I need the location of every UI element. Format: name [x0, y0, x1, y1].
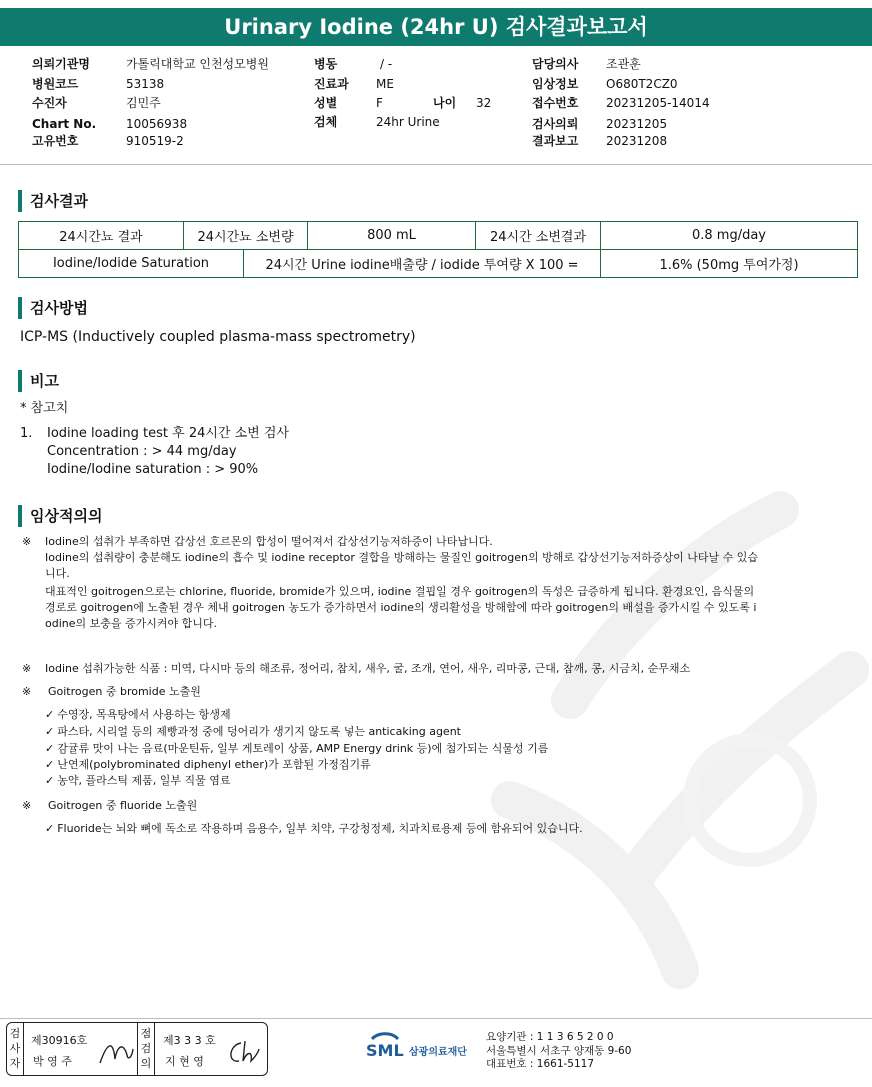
- tester-license-no: 제30916호: [31, 1034, 88, 1047]
- cell-24h-urine-result-label: 24시간뇨 결과: [19, 222, 184, 250]
- value-department: ME: [376, 77, 394, 91]
- list-item: [45, 820, 583, 837]
- cell-24h-result-value: 0.8 mg/day: [601, 222, 858, 250]
- checkmark-icon: ✓: [45, 708, 55, 721]
- checkmark-icon: ✓: [45, 758, 55, 771]
- svg-text:삼광의료재단: 삼광의료재단: [409, 1047, 467, 1058]
- list-item: [45, 756, 371, 773]
- org-registration: 요양기관 : 1 1 3 6 5 2 0 0: [486, 1031, 614, 1043]
- table-row: [19, 250, 858, 278]
- bromide-item-text: 농약, 플라스틱 제품, 일부 직물 염료: [57, 774, 231, 787]
- clinical-text-line: 니다.: [45, 567, 70, 580]
- organization-info: [486, 1031, 631, 1072]
- results-table-row1: [18, 221, 858, 250]
- checker-signature-icon: [225, 1037, 261, 1067]
- label-report-date: 결과보고: [532, 134, 579, 148]
- section-heading-remarks: 비고: [18, 370, 59, 392]
- fluoride-sources-title: Goitrogen 중 fluoride 노출원: [48, 799, 198, 812]
- footer-divider: [0, 1018, 872, 1019]
- sml-logo: [366, 1030, 484, 1070]
- value-age: 32: [476, 96, 492, 110]
- signature-box: [6, 1022, 268, 1076]
- value-hospital-code: 53138: [126, 77, 165, 91]
- cell-urine-volume-label: 24시간뇨 소변량: [184, 222, 308, 250]
- method-text: ICP-MS (Inductively coupled plasma-mass spectrometry): [20, 329, 416, 345]
- label-unique-id: 고유번호: [32, 134, 79, 148]
- label-sex: 성별: [314, 96, 338, 110]
- tester-name: 박 영 주: [33, 1055, 72, 1068]
- sml-logo-icon: [366, 1030, 484, 1066]
- value-clinical-info: O680T2CZ0: [606, 77, 678, 91]
- value-ward: / -: [380, 57, 393, 71]
- clinical-text-line: 경로로 goitrogen에 노출된 경우 체내 goitrogen 농도가 증가하면서 iodine의 생리활성을 방해함에 따라 goitrogen의 배설을 증가시킬 수 있도록 i: [45, 601, 757, 614]
- reference-line-saturation: Iodine/Iodine saturation : > 90%: [47, 462, 259, 477]
- label-accession-no: 접수번호: [532, 96, 579, 110]
- reference-label: * 참고치: [20, 401, 69, 416]
- label-age: 나이: [433, 96, 457, 110]
- iodine-foods-text: Iodine 섭취가능한 식품 : 미역, 다시마 등의 해조류, 정어리, 참치, 새우, 굴, 조개, 연어, 새우, 리마콩, 근대, 참깨, 콩, 시금치, 순무채소: [45, 662, 691, 675]
- label-requesting-institution: 의뢰기관명: [32, 57, 90, 71]
- cell-saturation-label: Iodine/Iodide Saturation: [19, 250, 244, 278]
- value-patient-name: 김민주: [126, 96, 161, 110]
- label-patient-name: 수진자: [32, 96, 67, 110]
- list-item: [45, 706, 231, 723]
- reference-line-test: Iodine loading test 후 24시간 소변 검사: [47, 426, 289, 441]
- clinical-text-line: 대표적인 goitrogen으로는 chlorine, fluoride, bromide가 있으며, iodine 결핍일 경우 goitrogen의 독성은 급증하게 됩니다. 환경요인, 음식물의: [45, 585, 755, 598]
- section-heading-method: 검사방법: [18, 297, 88, 319]
- checkmark-icon: ✓: [45, 725, 55, 738]
- checkmark-icon: ✓: [45, 822, 55, 835]
- svg-text:SML: SML: [366, 1041, 404, 1060]
- note-mark: ※: [22, 685, 32, 698]
- value-physician: 조관훈: [606, 57, 641, 71]
- label-department: 진료과: [314, 77, 349, 91]
- value-specimen: 24hr Urine: [376, 115, 440, 129]
- clinical-text-line: odine의 보충을 증가시켜야 합니다.: [45, 617, 218, 630]
- results-table-row2: [18, 249, 858, 278]
- cell-saturation-formula: 24시간 Urine iodine배출량 / iodide 투여량 X 100 =: [244, 250, 601, 278]
- fluoride-item-text: Fluoride는 뇌와 뼈에 독소로 작용하며 음용수, 일부 치약, 구강청정제, 치과치료용제 등에 함유되어 있습니다.: [57, 822, 583, 835]
- bromide-item-text: 파스타, 시리얼 등의 제빵과정 중에 덩어리가 생기지 않도록 넣는 anticaking agent: [57, 725, 461, 738]
- label-ward: 병동: [314, 57, 338, 71]
- header-divider: [0, 164, 872, 165]
- note-mark: ※: [22, 799, 32, 812]
- clinical-text-line: Iodine의 섭취가 부족하면 갑상선 호르몬의 합성이 떨어져서 갑상선기능저하증이 나타납니다.: [45, 535, 493, 548]
- org-address: 서울특별시 서초구 양재동 9-60: [486, 1044, 632, 1057]
- bromide-item-text: 난연제(polybrominated diphenyl ether)가 포함된 가정집기류: [57, 758, 371, 771]
- report-title: Urinary Iodine (24hr U) 검사결과보고서: [0, 8, 872, 46]
- label-clinical-info: 임상정보: [532, 77, 579, 91]
- label-hospital-code: 병원코드: [32, 77, 79, 91]
- bromide-sources-title: Goitrogen 중 bromide 노출원: [48, 685, 201, 698]
- checkmark-icon: ✓: [45, 774, 55, 787]
- clinical-text-line: Iodine의 섭취량이 충분해도 iodine의 흡수 및 iodine receptor 결합을 방해하는 물질인 goitrogen의 방해로 갑상선기능저하증상이 나타날 수 있습: [45, 551, 758, 564]
- bromide-item-text: 감귤류 맛이 나는 음료(마운틴듀, 일부 게토레이 상품, AMP Energy drink 등)에 첨가되는 식물성 기름: [57, 742, 549, 755]
- tester-signature-icon: [97, 1037, 135, 1067]
- label-request-date: 검사의뢰: [532, 117, 579, 131]
- list-item: [45, 740, 548, 757]
- checker-name: 지 현 영: [165, 1055, 204, 1068]
- checker-label: 점 검 의: [138, 1023, 155, 1075]
- reference-number: 1.: [20, 426, 33, 441]
- tester-label: 검 사 자: [7, 1023, 24, 1075]
- org-phone: 대표번호 : 1661-5117: [486, 1058, 595, 1070]
- value-accession-no: 20231205-14014: [606, 96, 710, 110]
- value-report-date: 20231208: [606, 134, 668, 148]
- list-item: [45, 772, 230, 789]
- reference-line-concentration: Concentration : > 44 mg/day: [47, 444, 237, 459]
- value-requesting-institution: 가톨릭대학교 인천성모병원: [126, 57, 269, 71]
- cell-saturation-value: 1.6% (50mg 투여가정): [601, 250, 858, 278]
- section-heading-results: 검사결과: [18, 190, 88, 212]
- bromide-item-text: 수영장, 목욕탕에서 사용하는 항생제: [57, 708, 231, 721]
- checkmark-icon: ✓: [45, 742, 55, 755]
- label-physician: 담당의사: [532, 57, 579, 71]
- cell-24h-result-label: 24시간 소변결과: [476, 222, 601, 250]
- note-mark: ※: [22, 662, 32, 675]
- value-unique-id: 910519-2: [126, 134, 184, 148]
- watermark-logo-icon: [450, 470, 872, 990]
- value-sex: F: [376, 96, 383, 110]
- cell-urine-volume-value: 800 mL: [308, 222, 476, 250]
- section-heading-clinical: 임상적의의: [18, 505, 102, 527]
- value-request-date: 20231205: [606, 117, 668, 131]
- note-mark: ※: [22, 535, 32, 548]
- label-specimen: 검체: [314, 115, 338, 129]
- label-chart-no: Chart No.: [32, 117, 97, 131]
- value-chart-no: 10056938: [126, 117, 188, 131]
- list-item: [45, 723, 461, 740]
- checker-license-no: 제3 3 3 호: [163, 1034, 216, 1047]
- table-row: [19, 222, 858, 250]
